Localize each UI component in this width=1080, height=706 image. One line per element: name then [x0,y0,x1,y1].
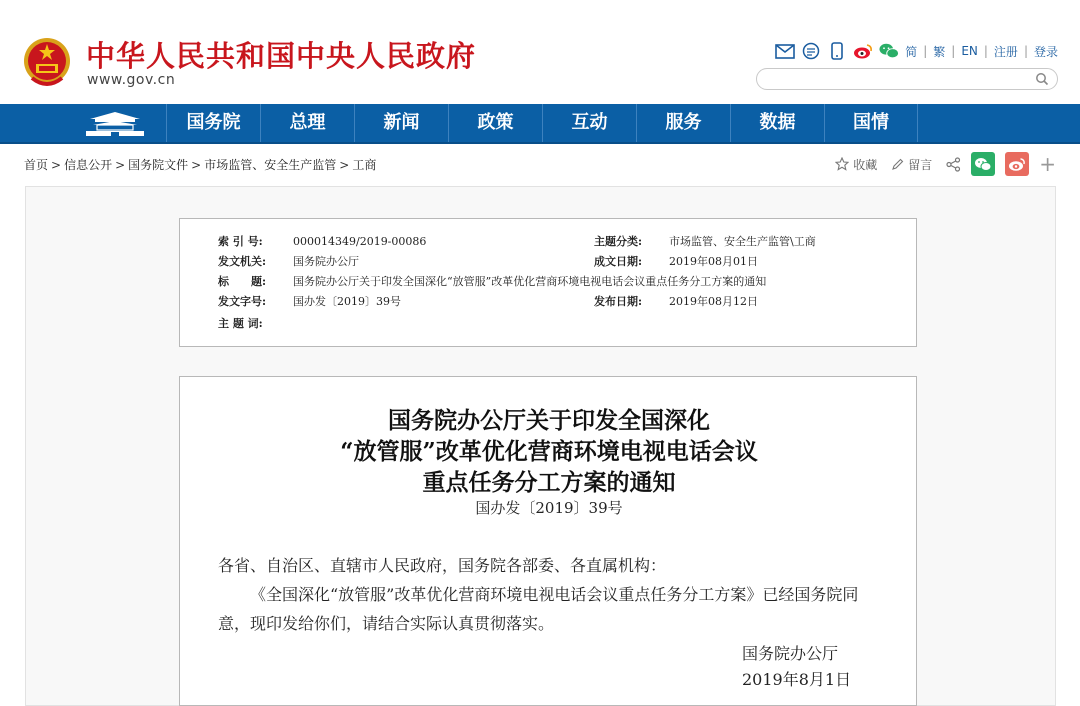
nav-item-services[interactable]: 服务 [636,104,730,142]
search-icon[interactable] [1035,72,1049,86]
nav-item-news[interactable]: 新闻 [354,104,448,142]
meta-row-title [218,273,766,291]
meta-row-keywords [218,315,293,333]
separator: | [923,44,928,58]
national-emblem-icon[interactable] [22,36,72,90]
nav-item-national-info[interactable]: 国情 [824,104,918,142]
meta-label: 主 题 词: [218,317,263,330]
meta-value: 国务院办公厅 [293,255,359,268]
breadcrumb [24,156,376,173]
site-header [0,0,1080,104]
star-icon [835,157,849,171]
top-toolbar [775,40,1058,62]
meta-row-index [218,233,816,251]
breadcrumb-state-council-docs[interactable]: 国务院文件 [128,158,189,172]
main-nav [0,104,1080,144]
nav-item-data[interactable]: 数据 [730,104,824,142]
register-link[interactable]: 注册 [993,44,1018,59]
separator: | [951,44,956,58]
comment-button[interactable] [891,156,932,173]
weibo-icon[interactable] [853,42,873,60]
share-icon [946,157,961,172]
weibo-icon [1008,157,1026,172]
site-title[interactable]: 中华人民共和国中央人民政府 [86,39,477,73]
paragraph: 《全国深化“放管服”改革优化营商环境电视电话会议重点任务分工方案》已经国务院同意，现印发给你们，请结合实际认真贯彻落实。 [218,585,859,633]
nav-item-premier[interactable]: 总理 [260,104,354,142]
meta-label: 发文机关: [218,255,267,268]
meta-label: 发文字号: [218,295,267,308]
simplified-chinese-link[interactable]: 简 [905,44,918,59]
meta-label: 成文日期: [594,255,643,268]
meta-created-date [594,253,758,271]
document-title [180,405,918,498]
separator: | [983,44,988,58]
english-link[interactable]: EN [961,44,978,58]
meta-value: 000014349/2019-00086 [293,235,427,248]
signer: 国务院办公厅 [742,644,839,663]
mail-icon[interactable] [775,42,795,60]
wechat-share-button[interactable] [971,152,995,176]
search-input[interactable] [767,70,1031,90]
meta-row-docno [218,293,758,311]
favorite-button[interactable] [835,156,877,173]
tiananmen-logo-icon[interactable] [84,110,146,138]
more-share-button[interactable]: + [1039,152,1056,176]
breadcrumb-info-disclosure[interactable]: 信息公开 [64,158,113,172]
wechat-icon[interactable] [879,42,899,60]
meta-value: 2019年08月12日 [669,295,758,308]
meta-value: 国办发〔2019〕39号 [293,295,401,308]
weibo-share-button[interactable] [1005,152,1029,176]
search-box [756,68,1058,90]
meta-category [594,233,816,251]
separator: | [1023,44,1028,58]
breadcrumb-separator: > [191,158,202,172]
breadcrumb-market-regulation[interactable]: 市场监管、安全生产监管 [204,158,337,172]
salutation: 各省、自治区、直辖市人民政府，国务院各部委、各直属机构： [218,556,667,575]
document-body [179,376,917,706]
title-line: 重点任务分工方案的通知 [422,469,676,496]
nav-item-interaction[interactable]: 互动 [542,104,636,142]
title-line: 国务院办公厅关于印发全国深化 [388,407,710,434]
meta-label: 主题分类: [594,235,643,248]
document-text [218,551,888,638]
rss-icon[interactable] [801,42,821,60]
breadcrumb-separator: > [51,158,62,172]
meta-label: 发布日期: [594,295,643,308]
page-tools [821,151,1056,177]
wechat-icon [974,157,992,172]
sign-date: 2019年8月1日 [742,670,852,689]
pencil-icon [891,158,904,171]
favorite-label: 收藏 [853,157,878,172]
comment-label: 留言 [908,157,933,172]
meta-label: 索 引 号: [218,235,263,248]
document-signature [742,641,851,693]
document-metadata-table [179,218,917,347]
document-number: 国办发〔2019〕39号 [475,499,623,517]
title-line: “放管服”改革优化营商环境电视电话会议 [340,438,758,465]
breadcrumb-commerce[interactable]: 工商 [352,158,377,172]
meta-row-issuer [218,253,758,271]
meta-value: 国务院办公厅关于印发全国深化“放管服”改革优化营商环境电视电话会议重点任务分工方案的通知 [293,275,767,288]
login-link[interactable]: 登录 [1033,44,1058,59]
meta-value: 2019年08月01日 [669,255,758,268]
nav-item-policy[interactable]: 政策 [448,104,542,142]
breadcrumb-separator: > [339,158,350,172]
meta-label: 标 题: [218,275,267,288]
site-domain: www.gov.cn [87,72,176,88]
breadcrumb-home[interactable]: 首页 [24,158,49,172]
mobile-icon[interactable] [827,42,847,60]
nav-item-state-council[interactable]: 国务院 [166,104,260,142]
nav-menu [166,104,918,142]
share-button[interactable] [946,157,961,172]
traditional-chinese-link[interactable]: 繁 [933,44,946,59]
meta-value: 市场监管、安全生产监管\工商 [669,235,816,248]
meta-published-date [594,293,758,311]
breadcrumb-separator: > [115,158,126,172]
